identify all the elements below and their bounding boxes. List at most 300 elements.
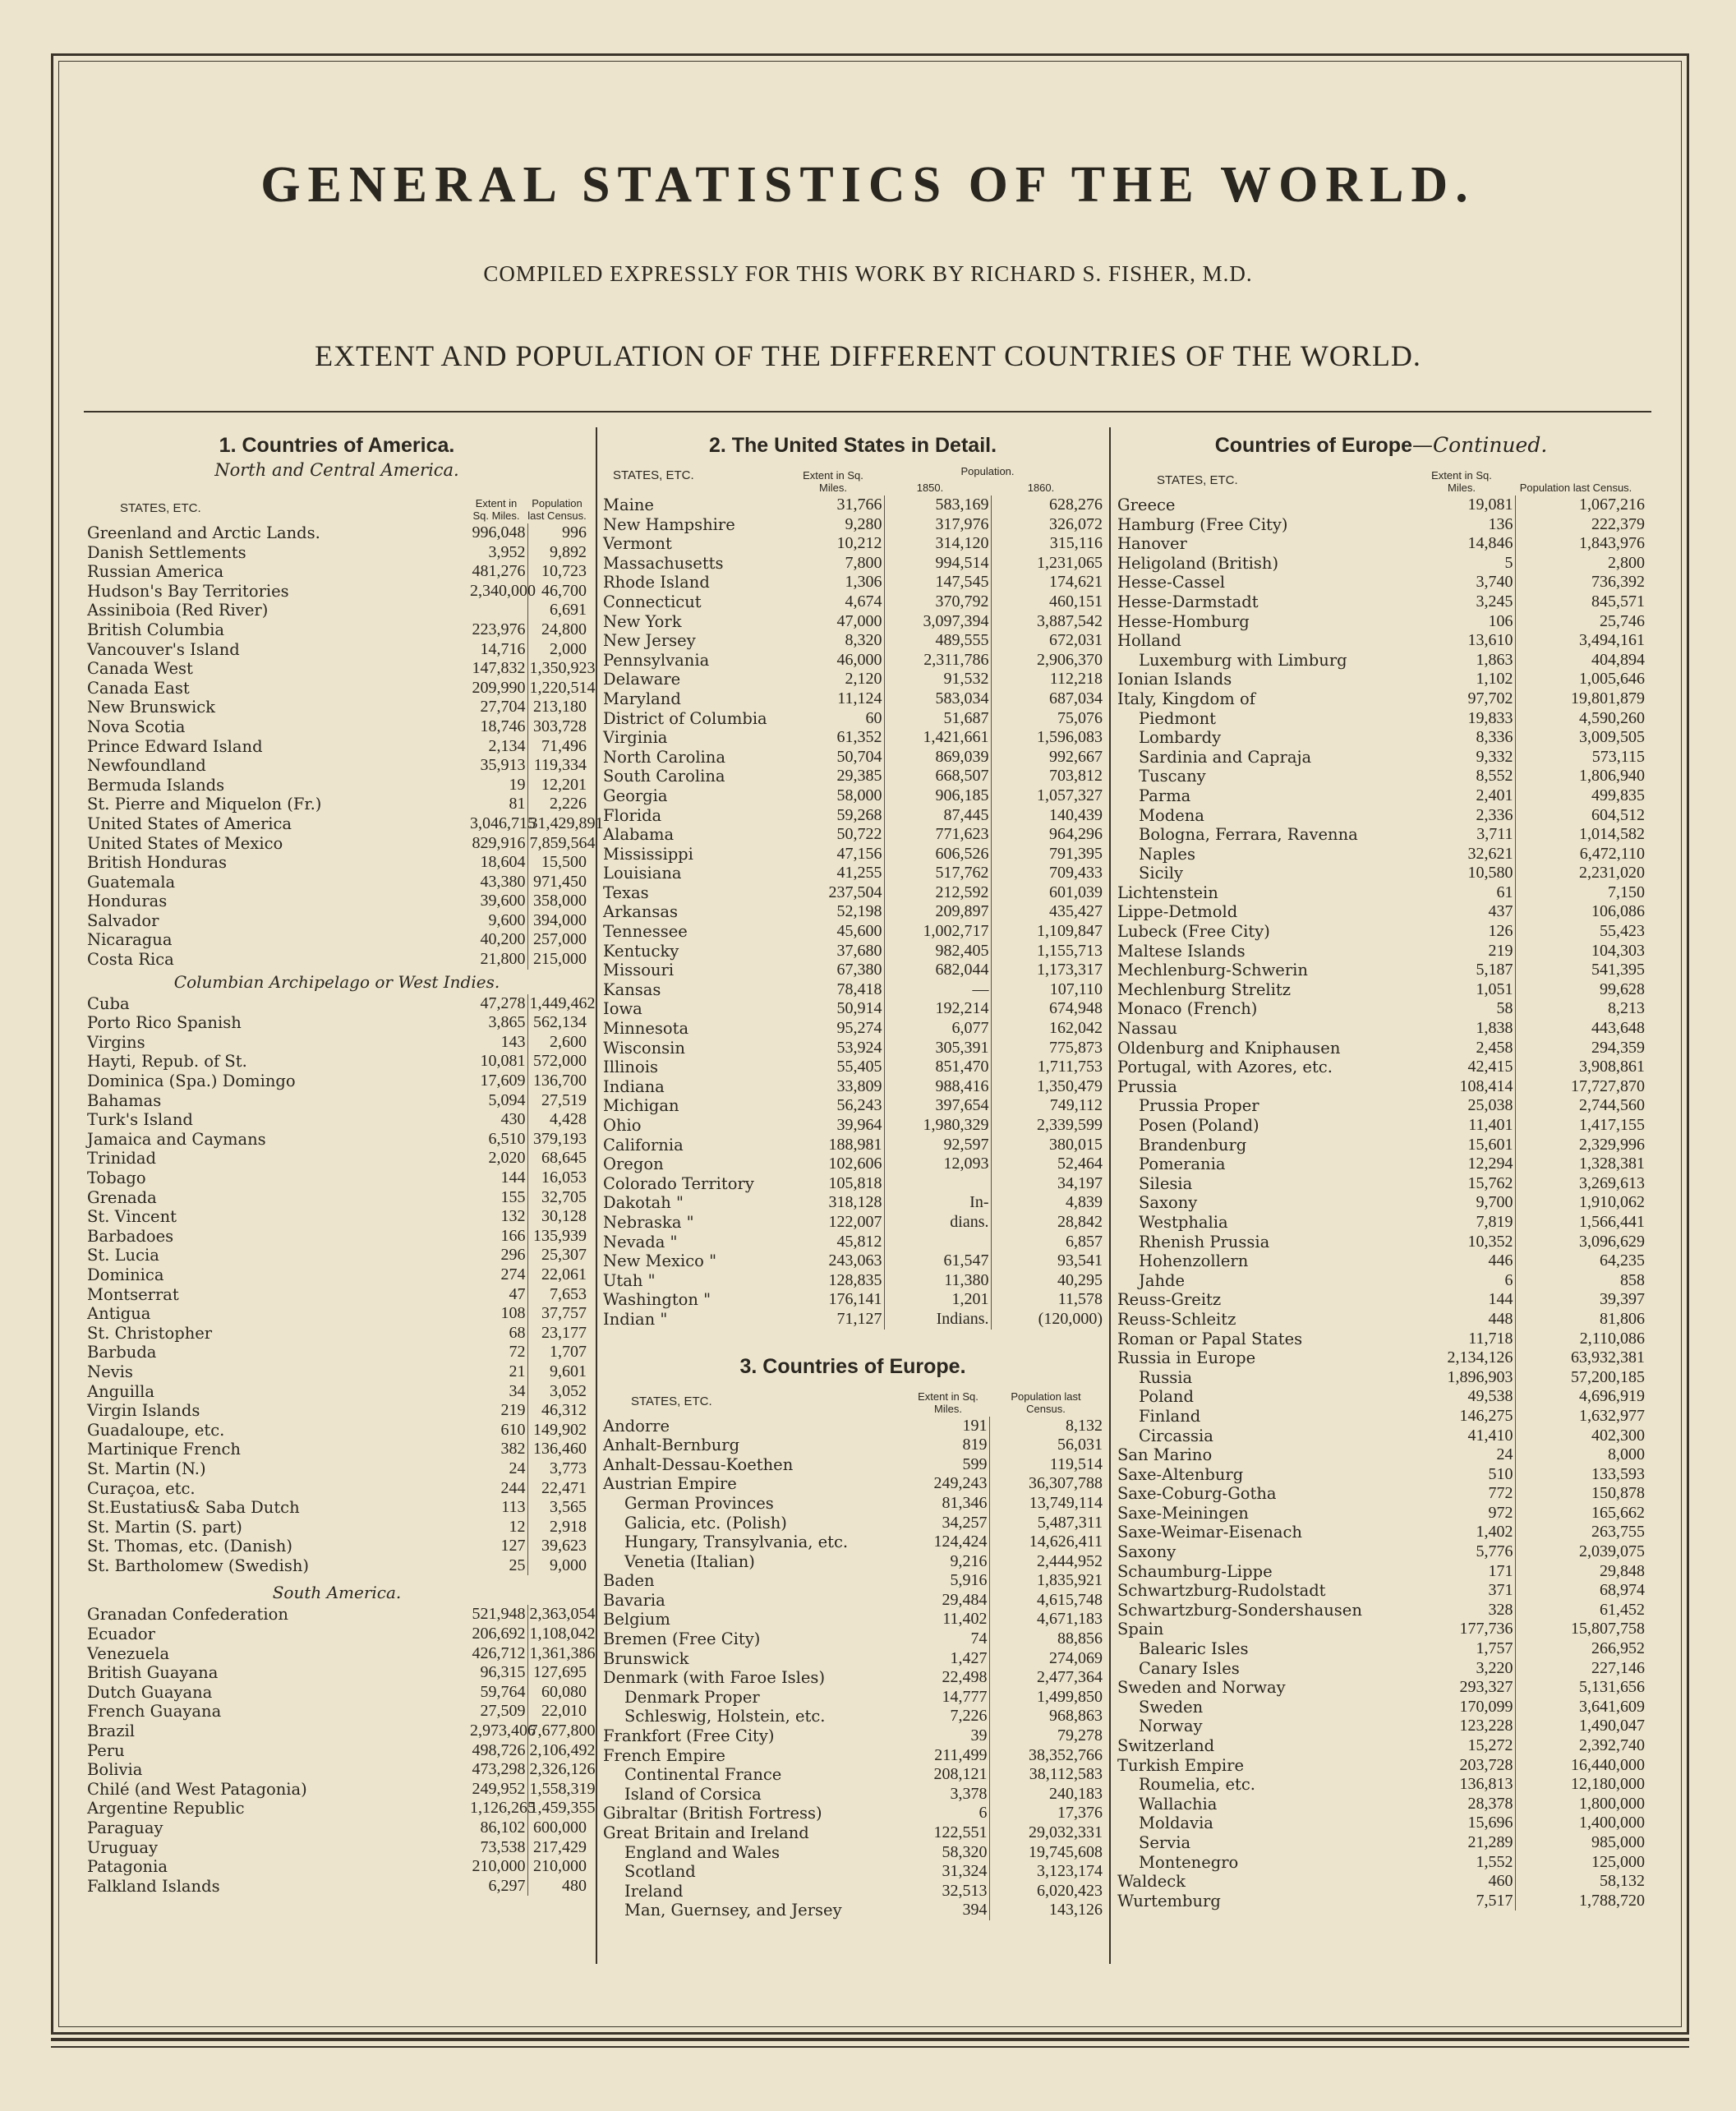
- population-value: 61,452: [1600, 1600, 1645, 1619]
- bottom-rule-thin: [51, 2046, 1689, 2048]
- continued-label: —Continued.: [1412, 433, 1548, 457]
- state-name: Hesse-Darmstadt: [1117, 592, 1259, 611]
- population-value: 2,918: [550, 1517, 587, 1536]
- table-row: [601, 1436, 1104, 1455]
- state-name: New York: [603, 611, 682, 631]
- extent-value: 144: [468, 1168, 527, 1188]
- table-row: [601, 689, 1104, 709]
- extent-value: 1,427: [899, 1649, 989, 1669]
- extent-value: 126: [1415, 922, 1515, 942]
- america-title: 1. Countries of America.: [219, 434, 455, 457]
- population-value: 397,654: [884, 1096, 991, 1116]
- extent-header: Extent in Sq. Miles.: [1431, 469, 1492, 494]
- extent-value: 10,352: [1415, 1233, 1515, 1252]
- population-value: —: [884, 980, 991, 1000]
- state-name: Man, Guernsey, and Jersey: [624, 1901, 842, 1920]
- population-value: 326,072: [1049, 514, 1103, 533]
- state-name: Ohio: [603, 1116, 642, 1135]
- extent-value: 8,320: [805, 631, 884, 651]
- population-value: 1,361,386: [529, 1643, 596, 1662]
- extent-value: 144: [1415, 1290, 1515, 1310]
- population-value: 17,727,870: [1571, 1076, 1645, 1095]
- population-value: 209,897: [884, 902, 991, 922]
- state-name: Delaware: [603, 670, 681, 689]
- extent-value: 460: [1415, 1872, 1515, 1892]
- extent-value: 74: [899, 1629, 989, 1649]
- state-name: Chilé (and West Patagonia): [87, 1779, 307, 1799]
- population-value: 3,123,174: [1037, 1862, 1103, 1881]
- extent-value: 2,340,000: [470, 581, 536, 600]
- table-row: [85, 1343, 588, 1362]
- table-row: [85, 1780, 588, 1800]
- state-name: Nova Scotia: [87, 717, 186, 736]
- state-name: Holland: [1117, 631, 1181, 651]
- extent-value: 61,352: [805, 728, 884, 748]
- state-name: Hesse-Homburg: [1117, 611, 1250, 631]
- state-name: Prussia: [1117, 1076, 1177, 1096]
- state-name: Greenland and Arctic Lands.: [87, 523, 320, 542]
- table-row: [1116, 845, 1646, 864]
- column-divider: [1109, 427, 1111, 1964]
- population-value: 51,687: [884, 709, 991, 729]
- table-row: [1116, 767, 1646, 786]
- extent-value: 1,757: [1415, 1639, 1515, 1659]
- table-row: [601, 1746, 1104, 1766]
- state-name: Waldeck: [1117, 1872, 1186, 1892]
- population-value: 60,080: [541, 1682, 587, 1701]
- state-name: Turkish Empire: [1117, 1755, 1245, 1775]
- extent-value: 10,081: [468, 1052, 527, 1072]
- table-row: [85, 620, 588, 640]
- population-value: 3,009,505: [1579, 728, 1645, 747]
- population-value: 57,200,185: [1571, 1367, 1645, 1386]
- population-value: 2,329,996: [1579, 1135, 1645, 1154]
- extent-value: 8,552: [1415, 767, 1515, 786]
- table-row: [85, 1207, 588, 1227]
- population-value: 55,423: [1600, 922, 1645, 941]
- extent-value: 67,380: [805, 961, 884, 980]
- state-name: Saxony: [1139, 1193, 1198, 1213]
- state-name: Arkansas: [603, 902, 679, 922]
- extent-value: 1,896,903: [1415, 1368, 1515, 1388]
- population-value: 212,592: [884, 883, 991, 903]
- us-table: [601, 495, 1104, 1330]
- table-row: [601, 1417, 1104, 1436]
- population-value: 61,547: [884, 1251, 991, 1271]
- table-row: [1116, 1562, 1646, 1582]
- population-value: 7,150: [1608, 883, 1645, 901]
- state-name: Patagonia: [87, 1857, 168, 1877]
- table-row: [85, 1799, 588, 1818]
- population-value: 3,052: [550, 1381, 587, 1400]
- table-row: [1116, 980, 1646, 1000]
- population-value: 906,185: [884, 786, 991, 806]
- extent-value: 34,257: [899, 1514, 989, 1533]
- state-name: Virginia: [603, 728, 668, 748]
- west-indies-table: [85, 993, 596, 1576]
- population-value: 1,421,661: [884, 728, 991, 748]
- state-name: Lubeck (Free City): [1117, 922, 1270, 942]
- population-value: 107,110: [1049, 979, 1103, 998]
- table-row: [85, 1130, 588, 1150]
- population-value: 573,115: [1591, 747, 1645, 766]
- table-row: [85, 1382, 588, 1402]
- extent-value: 72: [468, 1343, 527, 1362]
- table-row: [601, 592, 1104, 612]
- extent-value: 10,580: [1415, 864, 1515, 883]
- extent-value: 9,700: [1415, 1193, 1515, 1213]
- extent-value: 3,740: [1415, 573, 1515, 592]
- population-value: 709,433: [1049, 864, 1103, 883]
- extent-value: 32,513: [899, 1882, 989, 1901]
- table-row: [85, 582, 588, 601]
- table-row: [601, 1494, 1104, 1514]
- population-value: 1,806,940: [1579, 767, 1645, 786]
- extent-value: 1,102: [1415, 670, 1515, 689]
- state-name: Ionian Islands: [1117, 670, 1232, 689]
- population-value: 1,632,977: [1579, 1406, 1645, 1425]
- table-row: [1116, 1233, 1646, 1252]
- table-row: [601, 1629, 1104, 1649]
- table-row: [85, 562, 588, 582]
- extent-value: 166: [468, 1227, 527, 1247]
- population-value: 23,177: [541, 1323, 587, 1342]
- population-value: 17,376: [1057, 1804, 1103, 1823]
- population-value: 3,096,629: [1579, 1232, 1645, 1251]
- table-row: [1116, 1639, 1646, 1659]
- extent-value: 382: [468, 1440, 527, 1459]
- state-name: Assiniboia (Red River): [87, 601, 269, 620]
- state-name: North Carolina: [603, 747, 725, 767]
- extent-value: 143: [468, 1033, 527, 1053]
- population-value: 227,146: [1591, 1658, 1645, 1677]
- state-name: Oldenburg and Kniphausen: [1117, 1038, 1341, 1058]
- state-name: Venetia (Italian): [624, 1551, 755, 1571]
- table-row: [1116, 670, 1646, 689]
- population-value: 274,069: [1049, 1648, 1103, 1667]
- state-name: Utah ": [603, 1270, 656, 1290]
- table-row: [85, 1556, 588, 1576]
- state-name: Danish Settlements: [87, 542, 246, 562]
- table-row: [85, 1285, 588, 1305]
- south-america-subtitle: South America.: [272, 1583, 402, 1603]
- state-name: Modena: [1139, 805, 1204, 825]
- population-value: 240,183: [1049, 1784, 1103, 1803]
- table-row: [601, 902, 1104, 922]
- extent-value: 14,846: [1415, 534, 1515, 554]
- table-row: [601, 864, 1104, 883]
- extent-value: 124,424: [899, 1533, 989, 1552]
- state-name: Hanover: [1117, 534, 1187, 554]
- table-row: [1116, 1290, 1646, 1310]
- population-value: 1,843,976: [1579, 534, 1645, 553]
- table-row: [85, 1644, 588, 1664]
- column-divider: [596, 427, 597, 1964]
- table-row: [85, 1625, 588, 1644]
- state-name: St.Eustatius& Saba Dutch: [87, 1498, 300, 1518]
- state-name: Finland: [1139, 1406, 1201, 1426]
- extent-value: 21,800: [468, 950, 527, 970]
- state-name: Luxemburg with Limburg: [1139, 650, 1347, 670]
- state-name: Schwartzburg-Rudolstadt: [1117, 1581, 1326, 1601]
- extent-value: 430: [468, 1110, 527, 1130]
- table-row: [85, 1324, 588, 1344]
- population-value: 404,894: [1591, 650, 1645, 669]
- extent-value: 47: [468, 1285, 527, 1305]
- state-name: Roman or Papal States: [1117, 1329, 1303, 1348]
- state-name: Uruguay: [87, 1837, 158, 1857]
- population-value: 1,558,319: [529, 1779, 596, 1798]
- extent-value: 7,517: [1415, 1892, 1515, 1911]
- population-value: 10,723: [541, 562, 587, 581]
- state-name: Moldavia: [1139, 1814, 1213, 1833]
- states-header: STATES, ETC.: [1157, 473, 1238, 487]
- population-value: 601,039: [1049, 883, 1103, 901]
- table-row: [1116, 612, 1646, 632]
- state-name: Honduras: [87, 892, 168, 911]
- extent-value: 6,510: [468, 1130, 527, 1150]
- state-name: St. Bartholomew (Swedish): [87, 1556, 309, 1575]
- state-name: Bolivia: [87, 1760, 143, 1780]
- state-name: Anhalt-Bernburg: [603, 1436, 740, 1455]
- table-row: [1116, 1756, 1646, 1776]
- extent-value: 2,020: [468, 1149, 527, 1168]
- table-row: [601, 961, 1104, 980]
- table-row: [601, 728, 1104, 748]
- population-value: 149,902: [533, 1420, 587, 1439]
- extent-value: 45,600: [805, 922, 884, 942]
- table-row: [601, 1058, 1104, 1077]
- state-name: Pennsylvania: [603, 650, 710, 670]
- state-name: Curaçoa, etc.: [87, 1478, 196, 1498]
- extent-value: 177,736: [1415, 1620, 1515, 1639]
- table-row: [85, 1149, 588, 1168]
- extent-value: 81: [468, 795, 527, 814]
- table-row: [1116, 1659, 1646, 1679]
- population-value: 1,002,717: [884, 922, 991, 942]
- table-row: [85, 1838, 588, 1858]
- extent-value: 47,000: [805, 612, 884, 632]
- population-value: 600,000: [533, 1818, 587, 1837]
- population-value: 7,677,800: [529, 1722, 596, 1740]
- state-name: Island of Corsica: [624, 1784, 762, 1804]
- population-value: 6,020,423: [1037, 1881, 1103, 1900]
- state-name: Sweden: [1139, 1697, 1204, 1717]
- state-name: Nassau: [1117, 1019, 1177, 1039]
- population-value: 3,773: [550, 1459, 587, 1477]
- europe-column-header: [601, 1380, 1104, 1417]
- extent-value: 68: [468, 1324, 527, 1344]
- table-row: [1116, 1330, 1646, 1349]
- extent-value: 426,712: [468, 1644, 527, 1664]
- table-row: [1116, 1251, 1646, 1271]
- table-row: [601, 1174, 1104, 1194]
- west-indies-subtitle: Columbian Archipelago or West Indies.: [173, 971, 500, 992]
- extent-value: 243,063: [805, 1251, 884, 1271]
- extent-value: 210,000: [468, 1857, 527, 1877]
- table-row: [601, 1843, 1104, 1863]
- state-name: Saxe-Meiningen: [1117, 1503, 1249, 1523]
- extent-value: 34: [468, 1382, 527, 1402]
- extent-value: 113: [468, 1498, 527, 1518]
- table-row: [1116, 1542, 1646, 1562]
- extent-value: 1,552: [1415, 1853, 1515, 1873]
- population-value: 480: [562, 1876, 587, 1895]
- state-name: St. Lucia: [87, 1246, 159, 1265]
- population-value: 136,700: [533, 1072, 587, 1090]
- extent-value: 211,499: [899, 1746, 989, 1766]
- extent-value: 22,498: [899, 1668, 989, 1688]
- extent-value: 328: [1415, 1601, 1515, 1620]
- state-name: Bahamas: [87, 1090, 162, 1110]
- table-row: [601, 1193, 1104, 1213]
- table-row: [1116, 1019, 1646, 1039]
- population-value: 112,218: [1049, 670, 1103, 689]
- state-name: Virgin Islands: [87, 1401, 200, 1421]
- population-value: 87,445: [884, 806, 991, 826]
- state-name: British Guayana: [87, 1663, 219, 1683]
- population-value: 3,565: [550, 1498, 587, 1517]
- state-name: Belgium: [603, 1610, 670, 1629]
- table-row: [1116, 1581, 1646, 1601]
- table-row: [1116, 825, 1646, 845]
- extent-value: 46,000: [805, 651, 884, 671]
- population-value: 668,507: [884, 767, 991, 786]
- population-value: 1,350,479: [1037, 1076, 1103, 1095]
- extent-value: 209,990: [468, 679, 527, 698]
- extent-value: 127: [468, 1537, 527, 1556]
- population-value: 4,615,748: [1037, 1590, 1103, 1609]
- extent-value: 1,402: [1415, 1523, 1515, 1542]
- table-row: [1116, 592, 1646, 612]
- population-value: 3,269,613: [1579, 1173, 1645, 1192]
- population-value: 29,032,331: [1029, 1823, 1103, 1841]
- table-row: [85, 911, 588, 931]
- state-name: Granadan Confederation: [87, 1605, 288, 1625]
- population-value: 6,691: [550, 601, 587, 620]
- population-value: 3,494,161: [1579, 631, 1645, 650]
- table-row: [85, 1033, 588, 1053]
- state-name: Brunswick: [603, 1648, 689, 1668]
- table-row: [601, 1455, 1104, 1475]
- state-name: Maryland: [603, 689, 681, 708]
- table-row: [601, 1591, 1104, 1611]
- population-value: 303,728: [533, 717, 587, 735]
- population-value: 1,231,065: [1037, 553, 1103, 572]
- extent-value: 73,538: [468, 1838, 527, 1858]
- state-name: Jamaica and Caymans: [87, 1129, 266, 1149]
- table-row: [601, 825, 1104, 845]
- population-value: 28,842: [1057, 1212, 1103, 1231]
- table-row: [1116, 902, 1646, 922]
- table-row: [85, 1877, 588, 1897]
- extent-value: 9,600: [468, 911, 527, 931]
- states-header: STATES, ETC.: [613, 468, 694, 482]
- population-value: 435,427: [1049, 902, 1103, 921]
- state-name: Maine: [603, 495, 654, 514]
- table-row: [85, 873, 588, 892]
- extent-value: 10,212: [805, 534, 884, 554]
- table-row: [601, 1552, 1104, 1572]
- population-value: 4,671,183: [1037, 1610, 1103, 1629]
- population-value: 628,276: [1049, 495, 1103, 514]
- population-value: 31,429,891: [529, 814, 604, 832]
- extent-value: 31,324: [899, 1862, 989, 1882]
- state-name: Heligoland (British): [1117, 553, 1279, 573]
- population-value: 3,641,609: [1579, 1697, 1645, 1716]
- extent-value: 24: [1415, 1445, 1515, 1465]
- extent-value: 1,306: [805, 573, 884, 592]
- population-value: 1,459,355: [529, 1799, 596, 1818]
- state-name: Schleswig, Holstein, etc.: [624, 1707, 826, 1726]
- state-name: Pomerania: [1139, 1155, 1226, 1174]
- state-name: Schwartzburg-Sondershausen: [1117, 1600, 1362, 1620]
- state-name: Portugal, with Azores, etc.: [1117, 1058, 1333, 1077]
- extent-value: 448: [1415, 1310, 1515, 1330]
- table-row: [601, 1688, 1104, 1708]
- table-row: [85, 1304, 588, 1324]
- table-row: [601, 1514, 1104, 1533]
- state-name: Saxe-Weimar-Eisenach: [1117, 1523, 1302, 1542]
- table-row: [85, 1421, 588, 1440]
- population-value: 15,807,758: [1571, 1620, 1645, 1639]
- table-row: [85, 1227, 588, 1247]
- extent-value: 3,245: [1415, 592, 1515, 612]
- population-value: 140,439: [1049, 805, 1103, 824]
- table-row: [601, 1290, 1104, 1310]
- population-value: 38,112,583: [1029, 1765, 1103, 1784]
- extent-value: 9,332: [1415, 748, 1515, 767]
- europe-continued-title: [1116, 431, 1646, 459]
- state-name: Connecticut: [603, 592, 702, 611]
- table-row: [601, 1155, 1104, 1174]
- population-value: 687,034: [1049, 689, 1103, 708]
- table-row: [601, 1039, 1104, 1058]
- population-value: 851,470: [884, 1058, 991, 1077]
- table-row: [601, 1765, 1104, 1785]
- state-name: Rhode Island: [603, 573, 710, 592]
- state-name: Missouri: [603, 961, 675, 980]
- table-row: [1116, 1601, 1646, 1620]
- extent-value: 6: [1415, 1271, 1515, 1291]
- state-name: California: [603, 1135, 684, 1155]
- state-name: Scotland: [624, 1862, 696, 1882]
- state-name: Canary Isles: [1139, 1658, 1240, 1678]
- population-value: 6,472,110: [1579, 844, 1645, 863]
- extent-value: 21: [468, 1362, 527, 1382]
- state-name: Anhalt-Dessau-Koethen: [603, 1454, 794, 1474]
- population-value: 93,541: [1057, 1251, 1103, 1270]
- population-value: 263,755: [1591, 1523, 1645, 1542]
- state-name: Tuscany: [1139, 767, 1206, 786]
- extent-value: [468, 601, 527, 620]
- population-value: Indians.: [884, 1310, 991, 1330]
- table-row: [1116, 1407, 1646, 1427]
- extent-value: 41,255: [805, 864, 884, 883]
- table-row: [1116, 709, 1646, 729]
- population-value: 91,532: [884, 670, 991, 689]
- state-name: Indiana: [603, 1076, 665, 1096]
- state-name: Gibraltar (British Fortress): [603, 1804, 822, 1823]
- population-value: 46,312: [541, 1401, 587, 1420]
- state-name: Antigua: [87, 1304, 151, 1324]
- extent-value: 146,275: [1415, 1407, 1515, 1427]
- state-name: Georgia: [603, 786, 668, 805]
- population-value: 858: [1620, 1270, 1645, 1289]
- state-name: Iowa: [603, 999, 642, 1019]
- table-row: [85, 659, 588, 679]
- extent-value: 1,126,265: [470, 1799, 536, 1818]
